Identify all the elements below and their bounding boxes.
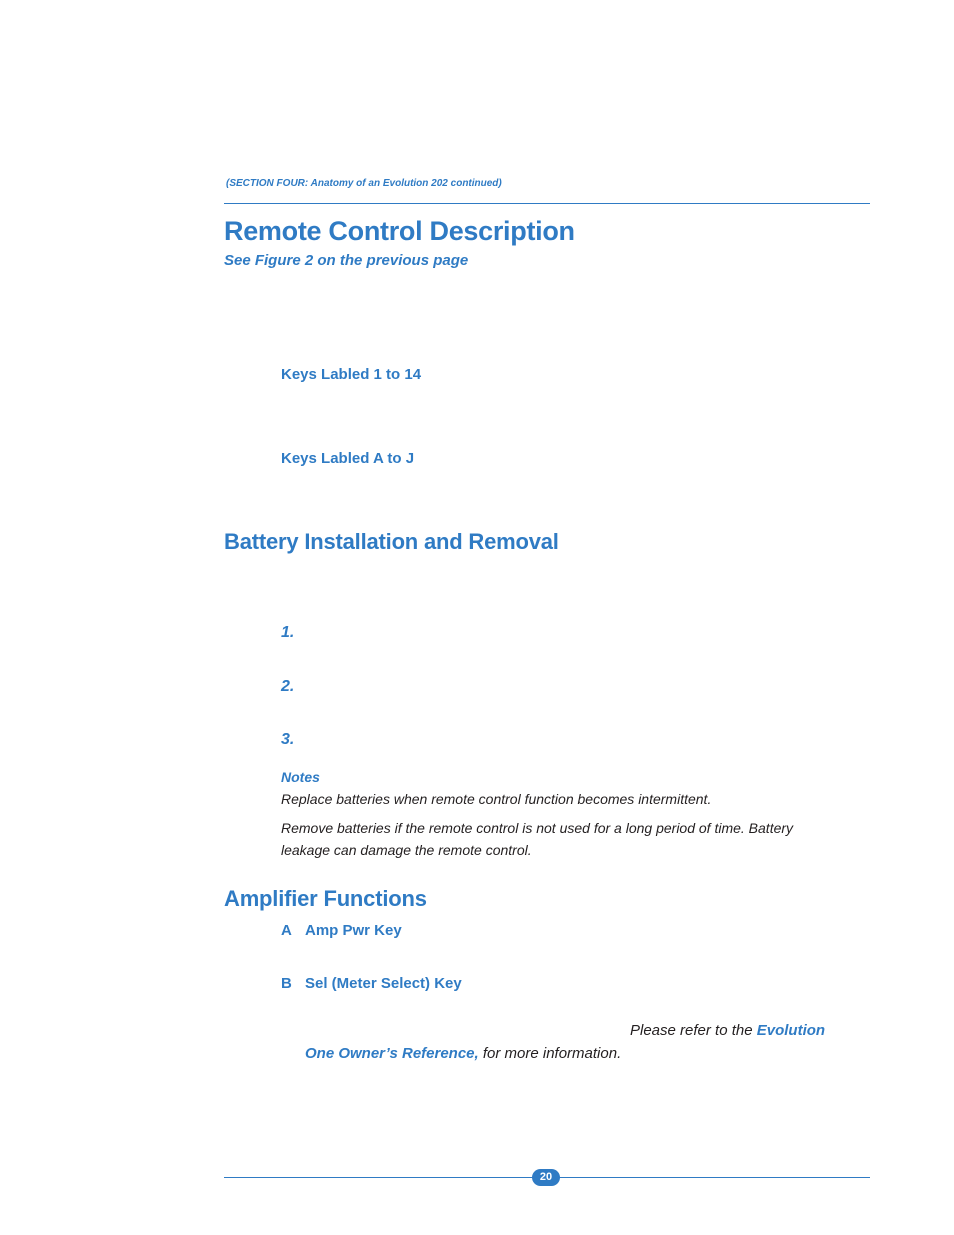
amp-item-a-letter: A xyxy=(281,922,292,939)
remote-subtitle: See Figure 2 on the previous page xyxy=(224,252,469,269)
sel-meter-select-key-heading: Sel (Meter Select) Key xyxy=(305,975,462,992)
notes-heading: Notes xyxy=(281,769,320,785)
battery-step-2: 2. xyxy=(281,678,295,695)
battery-step-3: 3. xyxy=(281,731,295,748)
keys-1-14-heading: Keys Labled 1 to 14 xyxy=(281,366,422,383)
note-2-line-1: Remove batteries if the remote control is not used for a long period of time. Battery xyxy=(281,820,794,836)
reference-title-part-2: One Owner’s Reference, xyxy=(305,1045,479,1062)
amp-pwr-key-heading: Amp Pwr Key xyxy=(305,922,402,939)
reference-title-part-1: Evolution xyxy=(756,1022,826,1039)
amp-item-b-letter: B xyxy=(281,975,292,992)
note-1: Replace batteries when remote control function becomes intermittent. xyxy=(281,791,712,807)
reference-suffix: for more information. xyxy=(482,1045,622,1062)
header-rule xyxy=(224,203,870,204)
section-note: (SECTION FOUR: Anatomy of an Evolution 202 continued) xyxy=(226,178,502,189)
reference-line-1 xyxy=(630,1022,825,1039)
reference-line-2 xyxy=(305,1045,621,1062)
remote-title: Remote Control Description xyxy=(224,216,575,246)
reference-prefix: Please refer to the xyxy=(630,1022,753,1039)
amplifier-title: Amplifier Functions xyxy=(224,886,427,911)
keys-a-j-heading: Keys Labled A to J xyxy=(281,450,415,467)
battery-step-1: 1. xyxy=(281,624,295,641)
note-2-line-2: leakage can damage the remote control. xyxy=(281,842,532,858)
battery-title: Battery Installation and Removal xyxy=(224,529,559,554)
page-number-badge: 20 xyxy=(532,1169,560,1186)
